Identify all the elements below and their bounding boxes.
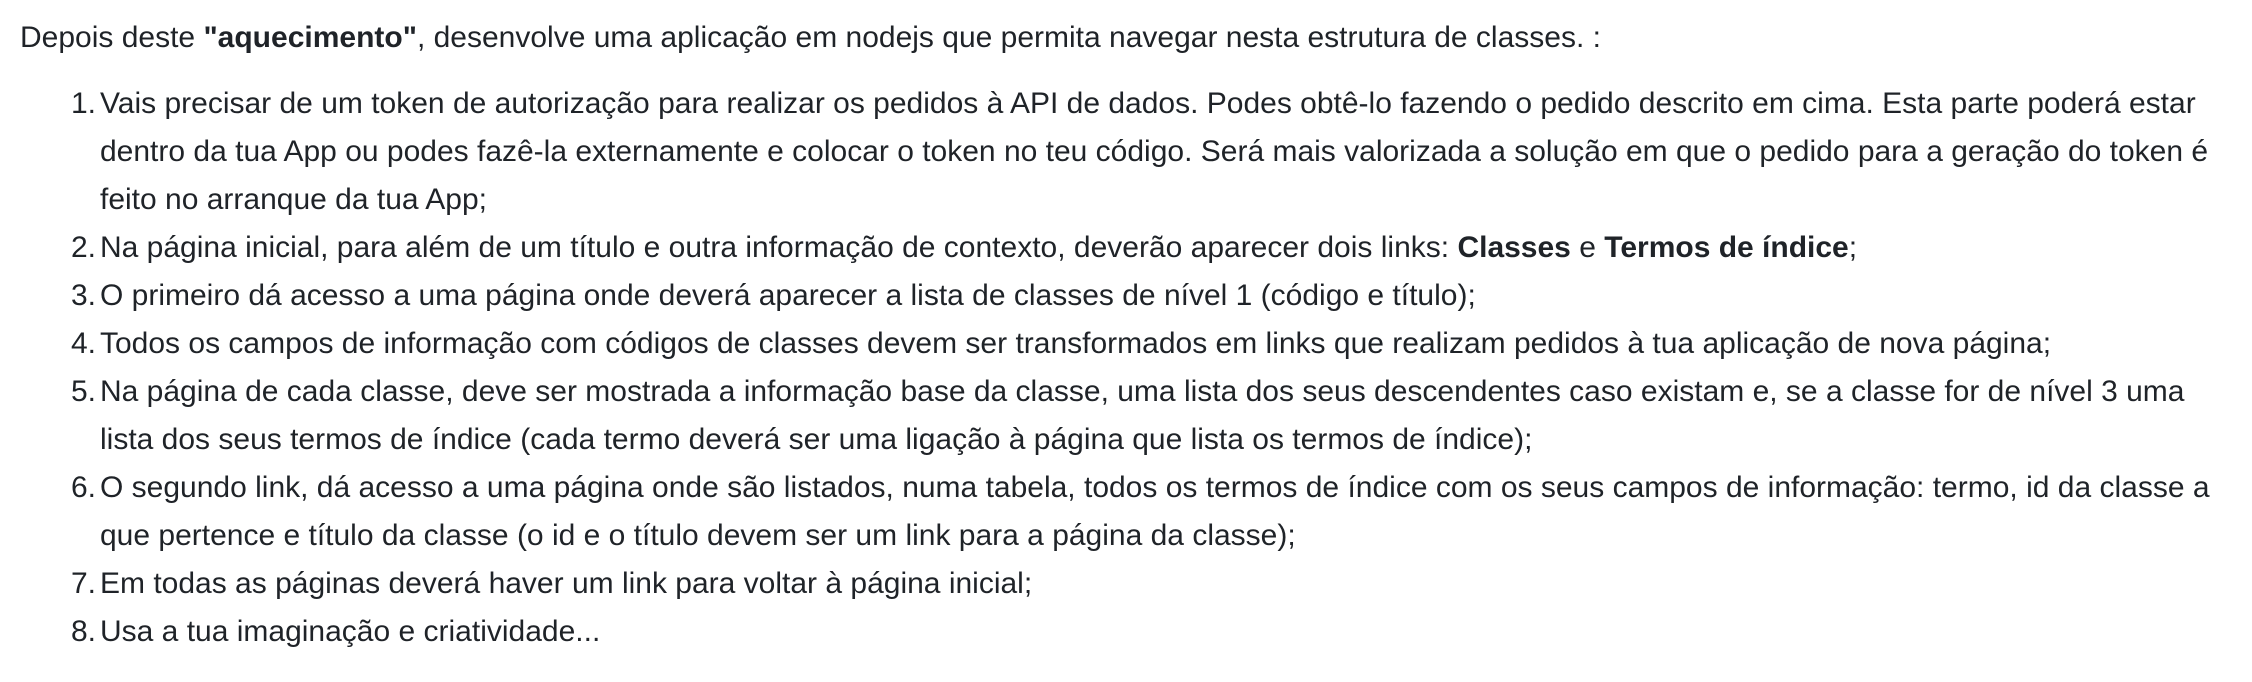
list-item <box>70 368 2232 464</box>
list-item-number: 7. <box>70 567 96 600</box>
list-item <box>70 560 2232 608</box>
intro-text-after: , desenvolve uma aplicação em nodejs que permita navegar nesta estrutura de classes. : <box>416 21 1601 54</box>
list-item <box>70 320 2232 368</box>
list-item <box>70 608 2232 656</box>
list-item-text: Todos os campos de informação com códigos de classes devem ser transformados em links que realizam pedidos à tua aplicação de nova página; <box>100 327 2052 360</box>
list-item-number: 8. <box>70 615 96 648</box>
list-item-text: Vais precisar de um token de autorização para realizar os pedidos à API de dados. Podes obtê-lo fazendo o pedido descrito em cima. Esta parte poderá estar dentro da tua App ou podes fazê-la externamente e colocar o token no teu código. Será mais valorizada a solução em que o pedido para a geração do token é feito no arranque da tua App; <box>100 87 2209 216</box>
list-item-number: 5. <box>70 375 96 408</box>
list-item-number: 3. <box>70 279 96 312</box>
list-item-text: Na página de cada classe, deve ser mostrada a informação base da classe, uma lista dos seus descendentes caso existam e, se a classe for de nível 3 uma lista dos seus termos de índice (cada termo deverá ser uma ligação à página que lista os termos de índice); <box>100 375 2185 456</box>
list-item-number: 4. <box>70 327 96 360</box>
list-item-number: 1. <box>70 87 96 120</box>
list-item <box>70 80 2232 224</box>
list-item <box>70 224 2232 272</box>
list-item <box>70 464 2232 560</box>
list-item-text-middle: e <box>1570 231 1605 264</box>
intro-bold-term: "aquecimento" <box>203 21 417 54</box>
list-item-text: O segundo link, dá acesso a uma página onde são listados, numa tabela, todos os termos de índice com os seus campos de informação: termo, id da classe a que pertence e título da classe (o id e o título devem ser um link para a página da classe); <box>100 471 2210 552</box>
classes-link-label: Classes <box>1457 231 1571 264</box>
list-item-text-end: ; <box>1848 231 1858 264</box>
list-item-text: Usa a tua imaginação e criatividade... <box>100 615 601 648</box>
list-item-text: Em todas as páginas deverá haver um link para voltar à página inicial; <box>100 567 1033 600</box>
list-item-number: 2. <box>70 231 96 264</box>
list-item-text: O primeiro dá acesso a uma página onde deverá aparecer a lista de classes de nível 1 (código e título); <box>100 279 1476 312</box>
list-item-number: 6. <box>70 471 96 504</box>
intro-text-before: Depois deste <box>20 21 204 54</box>
termos-link-label: Termos de índice <box>1604 231 1849 264</box>
list-item <box>70 272 2232 320</box>
task-list <box>20 80 2232 656</box>
intro-paragraph <box>20 14 2232 62</box>
list-item-text: Na página inicial, para além de um título e outra informação de contexto, deverão aparecer dois links: <box>100 231 1458 264</box>
